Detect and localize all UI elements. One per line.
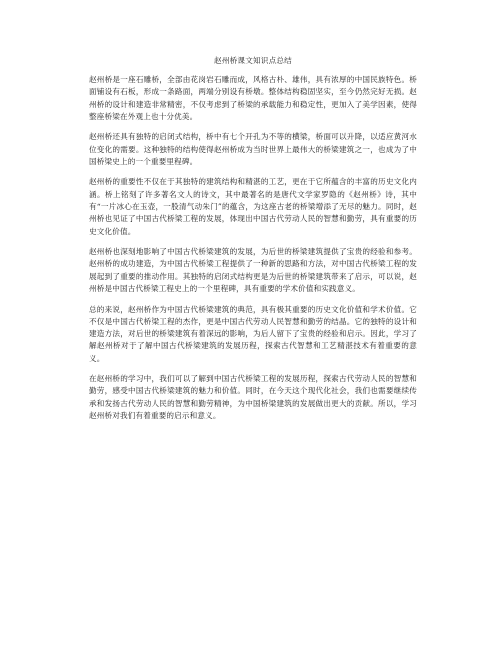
paragraph-summary: 总的来说，赵州桥作为中国古代桥梁建筑的典范，具有极其重要的历史文化价值和学术价值。它不仅是中国古代桥梁工程的杰作，更是中国古代劳动人民智慧和勤劳的结晶。它的独特的设计和建造方法，对后世的桥梁建筑有着深远的影响，为后人留下了宝贵的经验和启示。因此，学习了解赵州桥对于了解中国古代桥梁建筑的发展历程，探索古代智慧和工艺精湛技术有着重要的意义。 bbox=[89, 304, 417, 363]
paragraph-influence: 赵州桥也深刻地影响了中国古代桥梁建筑的发展，为后世的桥梁建筑提供了宝贵的经验和参考。赵州桥的成功建造，为中国古代桥梁工程提供了一种新的思路和方法，对中国古代桥梁工程的发展起到了重要的推动作用。其独特的启闭式结构更是为后世的桥梁建筑带来了启示，可以说，赵州桥是中国古代桥梁工程史上的一个里程碑，具有重要的学术价值和实践意义。 bbox=[89, 247, 417, 294]
paragraph-structure: 赵州桥是一座石雕桥，全部由花岗岩石雕而成，风格古朴、雄伟，具有浓厚的中国民族特色。桥面铺设有石板，形成一条路面，两端分别设有桥墩。整体结构稳固坚实，至今仍然完好无损。赵州桥的设计和建造非常精密，不仅考虑到了桥梁的承载能力和稳定性，更加入了美学因素，使得整座桥梁在外观上也十分优美。 bbox=[89, 75, 417, 121]
paragraph-cultural-value: 赵州桥的重要性不仅在于其独特的建筑结构和精湛的工艺，更在于它所蕴含的丰富的历史文化内涵。桥上铭刻了许多著名文人的诗文，其中最著名的是唐代文学家罗隐的《赵州桥》诗，其中有“一片冰心在玉壶，一股清气动朱门”的蕴含，为这座古老的桥梁增添了无尽的魅力。同时，赵州桥也见证了中国古代桥梁工程的发展，体现出中国古代劳动人民的智慧和勤劳，具有重要的历史文化价值。 bbox=[89, 177, 417, 236]
paragraph-learning: 在赵州桥的学习中，我们可以了解到中国古代桥梁工程的发展历程，探索古代劳动人民的智慧和勤劳，感受中国古代桥梁建筑的魅力和价值。同时，在今天这个现代化社会，我们也需要继续传承和发扬古代劳动人民的智慧和勤劳精神，为中国桥梁建筑的发展做出更大的贡献。所以，学习赵州桥对我们有着重要的启示和意义。 bbox=[89, 374, 417, 421]
document-title: 赵州桥课文知识点总结 bbox=[214, 56, 292, 65]
paragraph-open-close-structure: 赵州桥还具有独特的启闭式结构，桥中有七个开孔为不等的横梁，桥面可以升降，以适应黄河水位变化的需要。这种独特的结构使得赵州桥成为当时世界上最伟大的桥梁建筑之一，也成为了中国桥梁史上的一个重要里程碑。 bbox=[89, 132, 417, 166]
